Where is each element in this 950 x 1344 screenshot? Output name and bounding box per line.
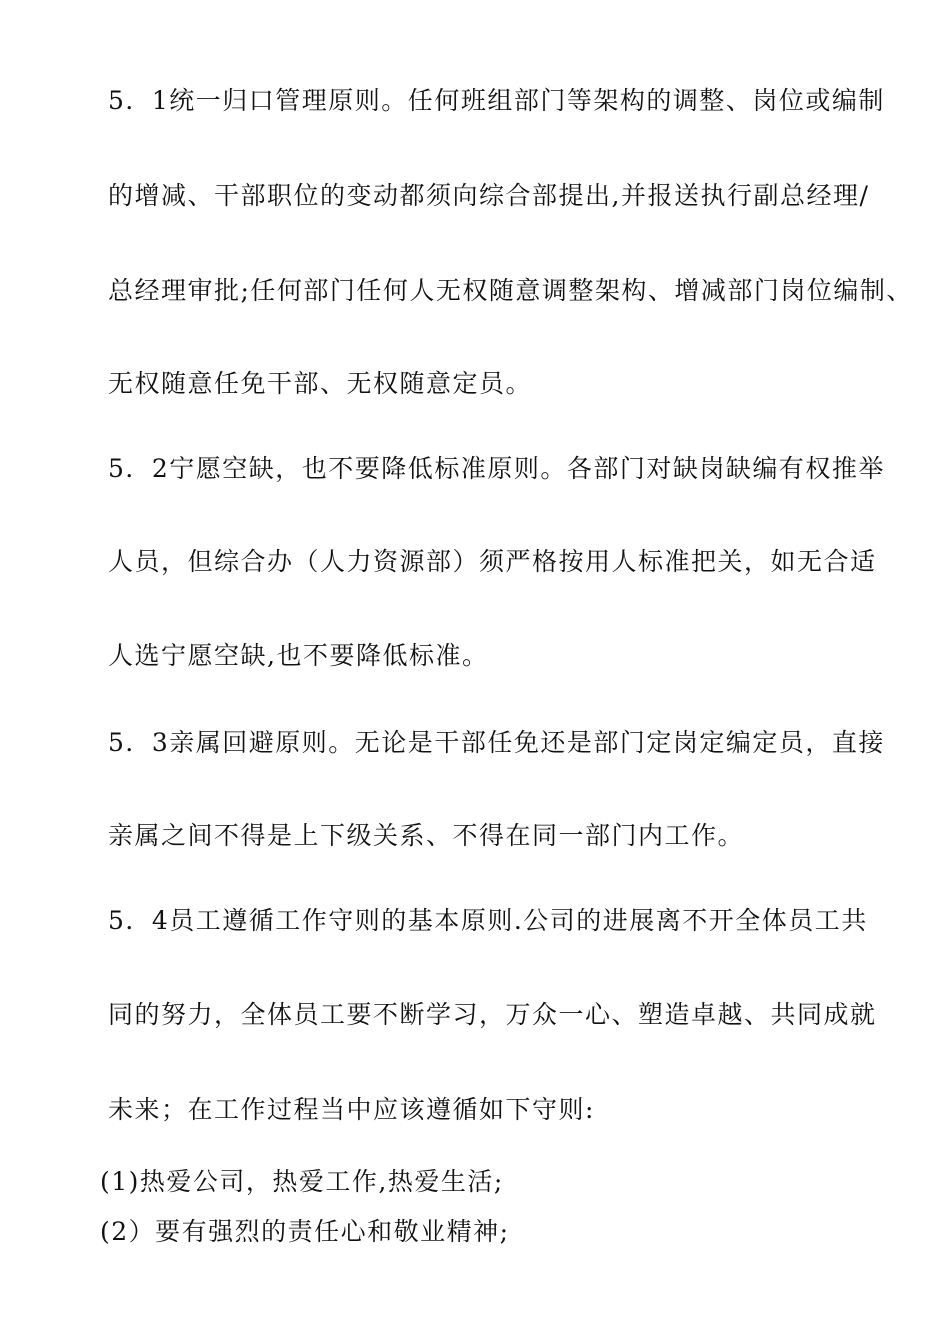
paragraph-line: 无权随意任免干部、无权随意定员。	[108, 369, 533, 398]
paragraph-line: 5．1统一归口管理原则。任何班组部门等架构的调整、岗位或编制	[108, 86, 885, 115]
paragraph-line: 5．4员工遵循工作守则的基本原则.公司的进展离不开全体员工共	[108, 906, 868, 935]
paragraph-line: 的增减、干部职位的变动都须向综合部提出,并报送执行副总经理/	[108, 181, 870, 210]
paragraph-line: 5．3亲属回避原则。无论是干部任免还是部门定岗定编定员，直接	[108, 728, 885, 757]
list-item: (2）要有强烈的责任心和敬业精神;	[100, 1217, 510, 1246]
paragraph-line: 亲属之间不得是上下级关系、不得在同一部门内工作。	[108, 821, 745, 850]
paragraph-line: 5．2宁愿空缺，也不要降低标准原则。各部门对缺岗缺编有权推举	[108, 454, 885, 483]
paragraph-line: 总经理审批;任何部门任何人无权随意调整架构、增减部门岗位编制、	[108, 276, 913, 305]
paragraph-line: 未来；在工作过程当中应该遵循如下守则:	[108, 1095, 595, 1124]
paragraph-line: 同的努力，全体员工要不断学习，万众一心、塑造卓越、共同成就	[108, 1000, 877, 1029]
list-item: (1)热爱公司，热爱工作,热爱生活;	[100, 1167, 504, 1196]
paragraph-line: 人选宁愿空缺,也不要降低标准。	[108, 641, 489, 670]
paragraph-line: 人员，但综合办（人力资源部）须严格按用人标准把关，如无合适	[108, 547, 877, 576]
